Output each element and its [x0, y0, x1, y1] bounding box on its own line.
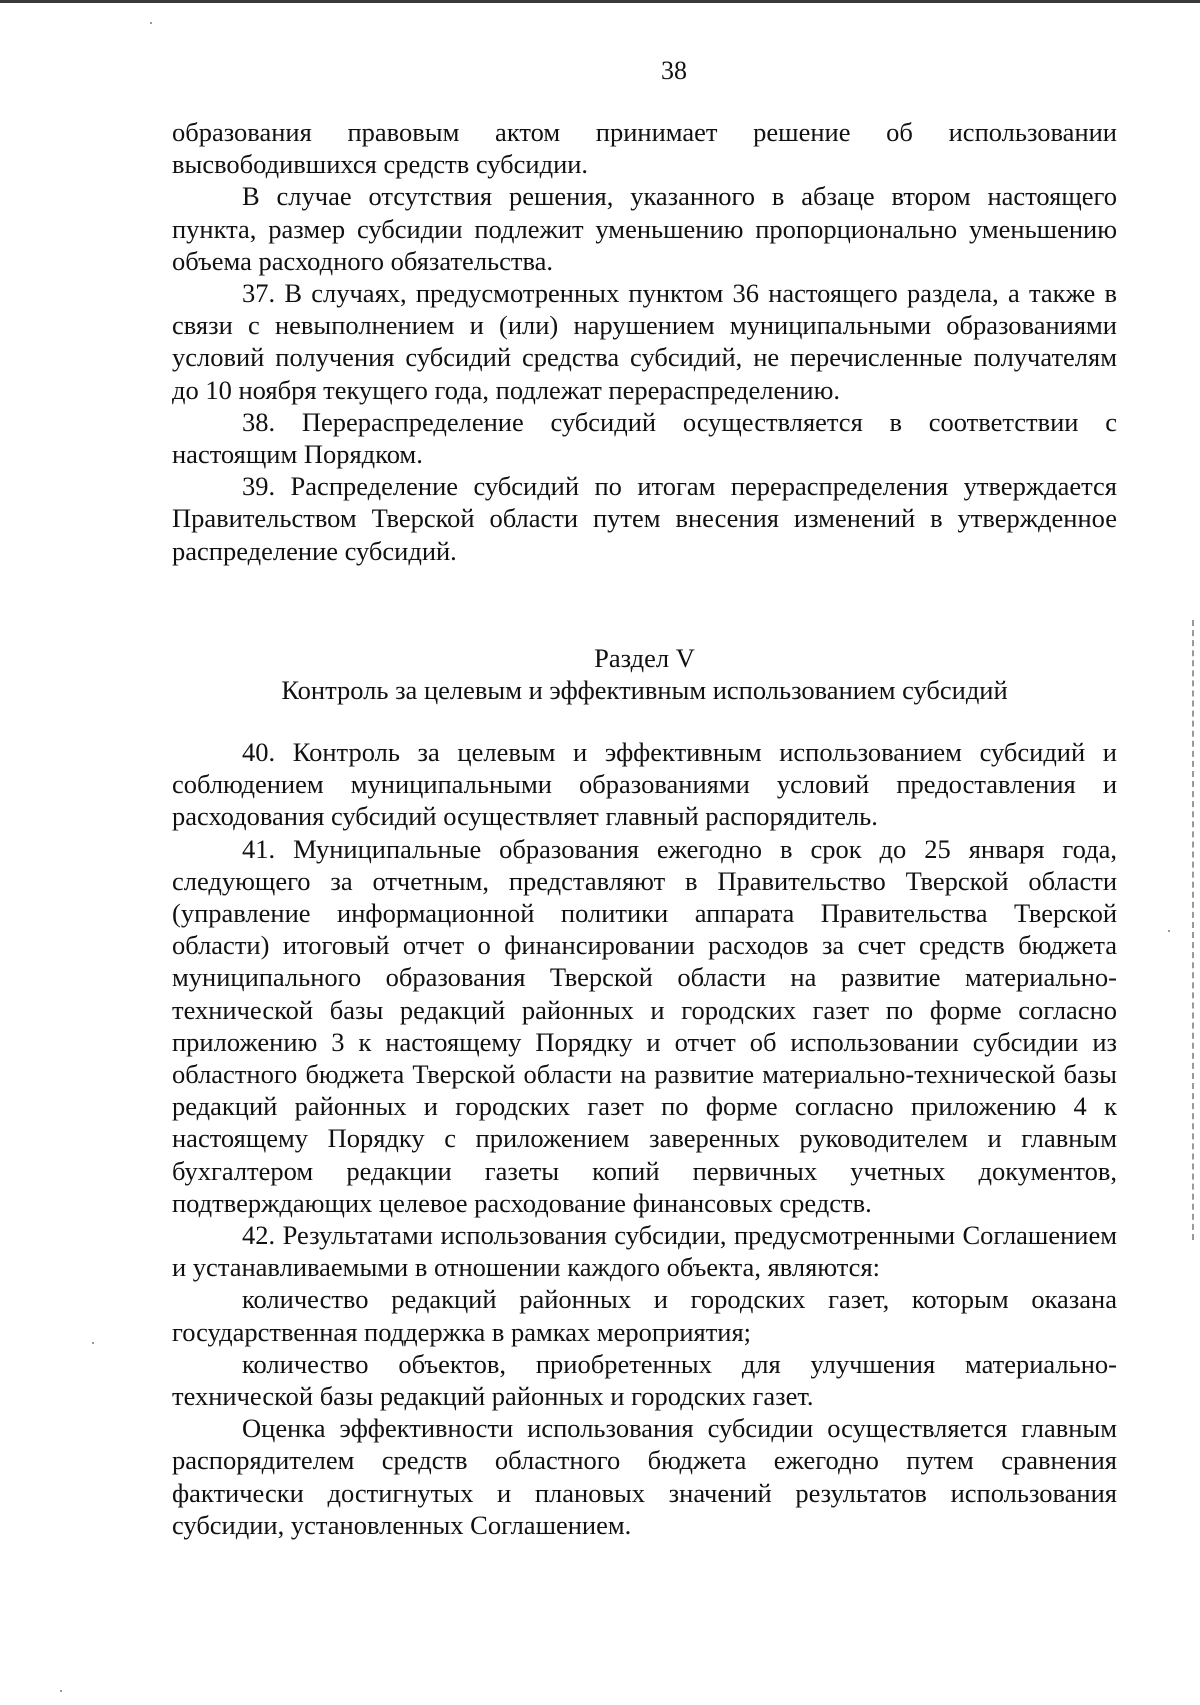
- paragraph-item-39: 39. Распределение субсидий по итогам перераспределения утверждается Правительством Тверской области путем внесения изменений в утвержденное распределение субсидий.: [172, 471, 1117, 566]
- paragraph-result-1: количество редакций районных и городских газет, которым оказана государственная поддержка в рамках мероприятия;: [172, 1284, 1117, 1347]
- paragraphs-before-section: [172, 116, 1117, 567]
- section-number: Раздел V: [594, 643, 695, 673]
- scan-edge-right: [1190, 620, 1194, 1240]
- paragraph-item-40: 40. Контроль за целевым и эффективным использованием субсидий и соблюдением муниципальными образованиями условий предоставления и расходования субсидий осуществляет главный распорядитель.: [172, 737, 1117, 832]
- scan-speck: [150, 22, 152, 24]
- paragraph-result-2: количество объектов, приобретенных для улучшения материально-технической базы редакций районных и городских газет.: [172, 1348, 1117, 1412]
- page-number: 38: [661, 56, 687, 85]
- paragraph-item-37: 37. В случаях, предусмотренных пунктом 36 настоящего раздела, а также в связи с невыполнением и (или) нарушением муниципальными образованиями условий получения субсидий средства субсидий, не перечисленные получателям до 10 ноября текущего года, подлежат перераспределению.: [172, 278, 1117, 405]
- paragraph: В случае отсутствия решения, указанного в абзаце втором настоящего пункта, размер субсидии подлежит уменьшению пропорционально уменьшению объема расходного обязательства.: [172, 181, 1117, 276]
- paragraphs-after-section: [172, 736, 1117, 1541]
- scan-edge-top: [0, 0, 1200, 3]
- paragraph-continuation: образования правовым актом принимает решение об использовании высвободившихся средств субсидии.: [172, 117, 1117, 180]
- paragraph-item-38: 38. Перераспределение субсидий осуществляется в соответствии с настоящим Порядком.: [172, 406, 1117, 470]
- paragraph-item-41: 41. Муниципальные образования ежегодно в срок до 25 января года, следующего за отчетным, представляют в Правительство Тверской области (управление информационной политики аппарата Правительства Тверской области) итоговый отчет о финансировании расходов за счет средств бюджета муниципального образования Тверской области на развитие материально-технической базы редакций районных и городских газет по форме согласно приложению 3 к настоящему Порядку и отчет об использовании субсидии из областного бюджета Тверской области на развитие материально-технической базы редакций районных и городских газет по форме согласно приложению 4 к настоящему Порядку с приложением заверенных руководителем и главным бухгалтером редакции газеты копий первичных учетных документов, подтверждающих целевое расходование финансовых средств.: [172, 833, 1117, 1218]
- scan-speck: [1168, 930, 1170, 932]
- paragraph-item-42: 42. Результатами использования субсидии, предусмотренными Соглашением и устанавливаемыми в отношении каждого объекта, являются:: [172, 1220, 1117, 1283]
- paragraph-evaluation: Оценка эффективности использования субсидии осуществляется главным распорядителем средств областного бюджета ежегодно путем сравнения фактически достигнутых и плановых значений результатов использования субсидии, установленных Соглашением.: [172, 1413, 1117, 1540]
- scan-speck: [60, 1690, 62, 1692]
- scan-speck: [92, 1342, 94, 1344]
- section-title: Контроль за целевым и эффективным использованием субсидий: [281, 675, 1008, 705]
